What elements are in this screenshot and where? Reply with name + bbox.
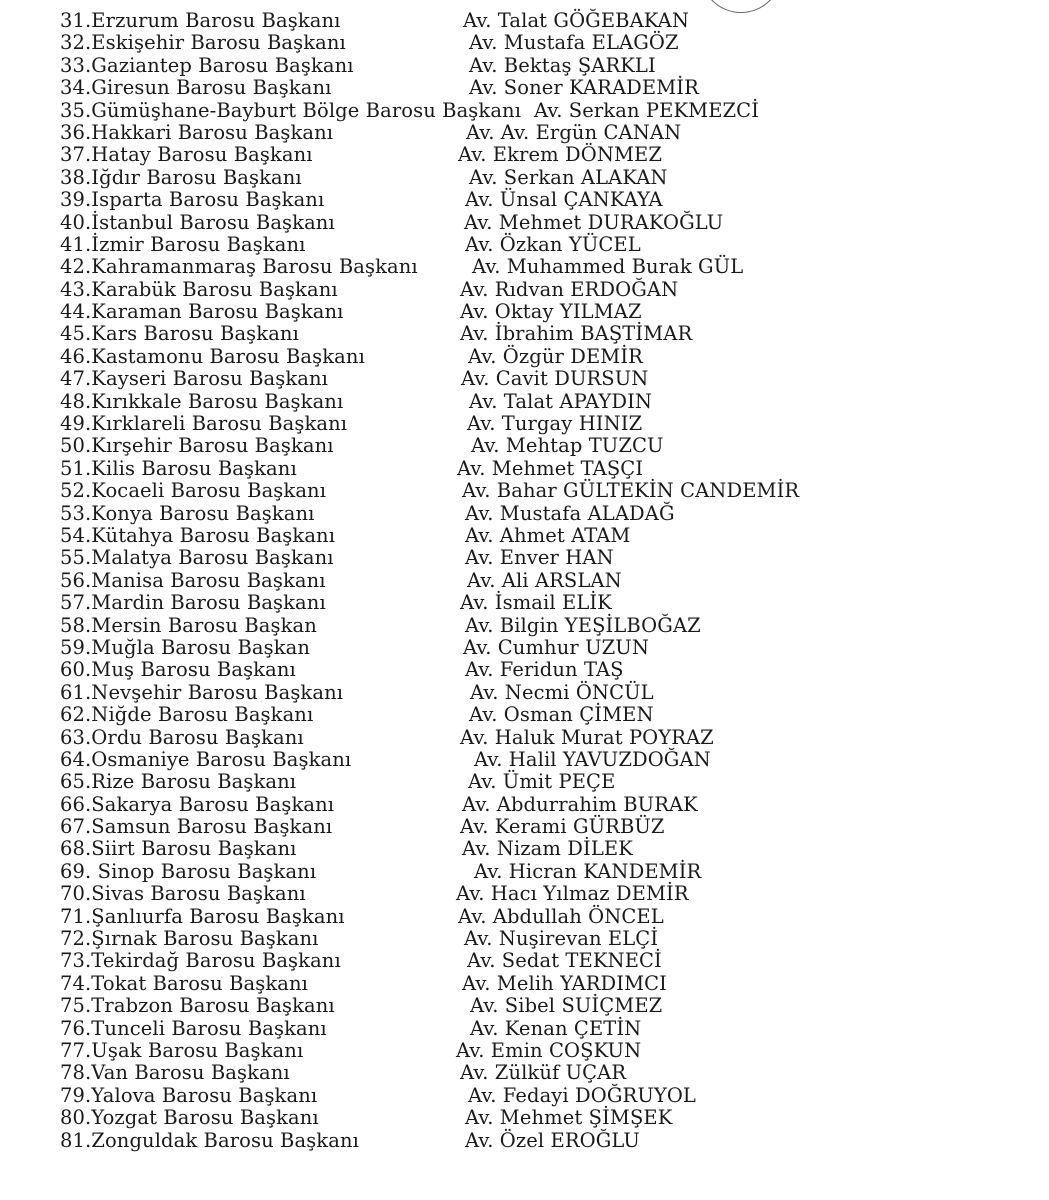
list-item <box>60 144 1000 166</box>
list-item <box>60 771 1000 793</box>
list-item <box>60 1107 1000 1129</box>
president-name: Av. Melih YARDIMCI <box>462 971 667 995</box>
president-name: Av. Sedat TEKNECİ <box>467 949 662 973</box>
president-name: Av. Nizam DİLEK <box>462 837 633 861</box>
president-name: Av. Özel EROĞLU <box>465 1128 640 1152</box>
list-item <box>60 838 1000 860</box>
list-item <box>60 1130 1000 1152</box>
bar-office-label: 38.Iğdır Barosu Başkanı <box>60 165 302 189</box>
president-name: Av. Serkan ALAKAN <box>469 165 668 189</box>
president-name: Av. Sibel SUİÇMEZ <box>470 994 663 1018</box>
bar-office-label: 57.Mardin Barosu Başkanı <box>60 591 326 615</box>
president-name: Av. Talat APAYDIN <box>469 389 653 413</box>
bar-office-label: 79.Yalova Barosu Başkanı <box>60 1083 318 1107</box>
list-item <box>60 816 1000 838</box>
president-name: Av. Fedayi DOĞRUYOL <box>468 1083 696 1107</box>
bar-office-label: 74.Tokat Barosu Başkanı <box>60 971 309 995</box>
bar-office-label: 78.Van Barosu Başkanı <box>60 1061 290 1085</box>
president-name: Av. İbrahim BAŞTİMAR <box>460 322 693 346</box>
president-name: Av. Bektaş ŞARKLI <box>469 53 656 77</box>
list-item <box>60 637 1000 659</box>
bar-office-label: 66.Sakarya Barosu Başkanı <box>60 792 335 816</box>
president-name: Av. Hacı Yılmaz DEMİR <box>456 882 689 906</box>
president-name: Av. Bilgin YEŞİLBOĞAZ <box>465 613 701 637</box>
list-item <box>60 928 1000 950</box>
list-item <box>60 503 1000 525</box>
list-item <box>60 883 1000 905</box>
bar-office-label: 56.Manisa Barosu Başkanı <box>60 568 326 592</box>
bar-office-label: 42.Kahramanmaraş Barosu Başkanı <box>60 255 418 279</box>
bar-office-label: 39.Isparta Barosu Başkanı <box>60 188 325 212</box>
president-name: Av. Zülküf UÇAR <box>460 1061 627 1085</box>
bar-office-label: 62.Niğde Barosu Başkanı <box>60 703 314 727</box>
list-item <box>60 234 1000 256</box>
president-name: Av. Serkan PEKMEZCİ <box>534 98 760 122</box>
president-name: Av. Haluk Murat POYRAZ <box>460 725 714 749</box>
list-item <box>60 861 1000 883</box>
list-item <box>60 682 1000 704</box>
list-item <box>60 256 1000 278</box>
president-name: Av. Ali ARSLAN <box>467 568 622 592</box>
list-item <box>60 100 1000 122</box>
list-item <box>60 212 1000 234</box>
president-name: Av. Osman ÇİMEN <box>469 703 654 727</box>
bar-office-label: 68.Siirt Barosu Başkanı <box>60 837 297 861</box>
president-name: Av. Halil YAVUZDOĞAN <box>474 747 711 771</box>
president-name: Av. Mehmet ŞİMŞEK <box>465 1106 673 1130</box>
list-item <box>60 973 1000 995</box>
president-name: Av. Mehmet TAŞÇI <box>457 456 644 480</box>
bar-office-label: 40.İstanbul Barosu Başkanı <box>60 210 335 234</box>
list-item <box>60 189 1000 211</box>
list-item <box>60 570 1000 592</box>
bar-office-label: 76.Tunceli Barosu Başkanı <box>60 1016 327 1040</box>
bar-office-label: 37.Hatay Barosu Başkanı <box>60 143 313 167</box>
president-name: Av. Turgay HINIZ <box>467 412 643 436</box>
list-item <box>60 727 1000 749</box>
president-name: Av. Av. Ergün CANAN <box>466 120 682 144</box>
president-name: Av. Ünsal ÇANKAYA <box>465 188 663 212</box>
list-item <box>60 77 1000 99</box>
bar-office-label: 36.Hakkari Barosu Başkanı <box>60 120 334 144</box>
president-name: Av. Necmi ÖNCÜL <box>470 680 654 704</box>
president-name: Av. Oktay YILMAZ <box>460 300 642 324</box>
president-name: Av. Abdullah ÖNCEL <box>458 904 664 928</box>
list-item <box>60 32 1000 54</box>
list-item <box>60 1062 1000 1084</box>
bar-office-label: 44.Karaman Barosu Başkanı <box>60 300 344 324</box>
list-item <box>60 55 1000 77</box>
list-item <box>60 323 1000 345</box>
bar-office-label: 81.Zonguldak Barosu Başkanı <box>60 1128 359 1152</box>
bar-office-label: 75.Trabzon Barosu Başkanı <box>60 994 335 1018</box>
bar-office-label: 80.Yozgat Barosu Başkanı <box>60 1106 319 1130</box>
president-name: Av. Ekrem DÖNMEZ <box>458 143 663 167</box>
bar-office-label: 70.Sivas Barosu Başkanı <box>60 882 306 906</box>
president-name: Av. Talat GÖĞEBAKAN <box>463 9 690 32</box>
president-name: Av. Cumhur UZUN <box>463 635 649 659</box>
bar-office-label: 41.İzmir Barosu Başkanı <box>60 232 306 256</box>
president-name: Av. Ümit PEÇE <box>468 770 616 794</box>
list-item <box>60 301 1000 323</box>
list-item <box>60 995 1000 1017</box>
list-item <box>60 1018 1000 1040</box>
list-item <box>60 368 1000 390</box>
list-item <box>60 1040 1000 1062</box>
president-name: Av. Bahar GÜLTEKİN CANDEMİR <box>462 479 800 503</box>
bar-office-label: 63.Ordu Barosu Başkanı <box>60 725 304 749</box>
president-name: Av. Özkan YÜCEL <box>465 232 641 256</box>
bar-office-label: 72.Şırnak Barosu Başkanı <box>60 927 319 951</box>
president-name: Av. Mehtap TUZCU <box>471 434 664 458</box>
bar-office-label: 32.Eskişehir Barosu Başkanı <box>60 31 346 55</box>
bar-office-label: 64.Osmaniye Barosu Başkanı <box>60 747 352 771</box>
bar-office-label: 34.Giresun Barosu Başkanı <box>60 76 332 100</box>
president-name: Av. Emin COŞKUN <box>456 1038 642 1062</box>
bar-office-label: 35.Gümüşhane-Bayburt Bölge Barosu Başkanı <box>60 98 522 122</box>
president-name: Av. Abdurrahim BURAK <box>462 792 698 816</box>
bar-office-label: 51.Kilis Barosu Başkanı <box>60 456 297 480</box>
list-item <box>60 547 1000 569</box>
list-item <box>60 906 1000 928</box>
bar-office-label: 49.Kırklareli Barosu Başkanı <box>60 412 348 436</box>
president-name: Av. Enver HAN <box>465 546 614 570</box>
president-name: Av. Nuşirevan ELÇİ <box>464 927 659 951</box>
president-name: Av. Mustafa ELAGÖZ <box>469 31 679 55</box>
bar-office-label: 77.Uşak Barosu Başkanı <box>60 1038 304 1062</box>
bar-office-label: 47.Kayseri Barosu Başkanı <box>60 367 329 391</box>
bar-office-label: 33.Gaziantep Barosu Başkanı <box>60 53 354 77</box>
bar-office-label: 53.Konya Barosu Başkanı <box>60 501 315 525</box>
bar-presidents-list <box>60 10 1000 1152</box>
list-item <box>60 525 1000 547</box>
list-item <box>60 279 1000 301</box>
list-item <box>60 615 1000 637</box>
president-name: Av. Soner KARADEMİR <box>469 76 699 100</box>
bar-office-label: 58.Mersin Barosu Başkan <box>60 613 317 637</box>
president-name: Av. Hicran KANDEMİR <box>474 859 702 883</box>
president-name: Av. Ahmet ATAM <box>465 523 631 547</box>
president-name: Av. İsmail ELİK <box>460 591 612 615</box>
list-item <box>60 749 1000 771</box>
list-item <box>60 391 1000 413</box>
bar-office-label: 48.Kırıkkale Barosu Başkanı <box>60 389 344 413</box>
president-name: Av. Feridun TAŞ <box>465 658 624 682</box>
bar-office-label: 43.Karabük Barosu Başkanı <box>60 277 338 301</box>
bar-office-label: 31.Erzurum Barosu Başkanı <box>60 9 341 32</box>
president-name: Av. Cavit DURSUN <box>461 367 649 391</box>
bar-office-label: 67.Samsun Barosu Başkanı <box>60 815 333 839</box>
bar-office-label: 54.Kütahya Barosu Başkanı <box>60 523 336 547</box>
list-item <box>60 480 1000 502</box>
bar-office-label: 71.Şanlıurfa Barosu Başkanı <box>60 904 345 928</box>
list-item <box>60 167 1000 189</box>
bar-office-label: 55.Malatya Barosu Başkanı <box>60 546 334 570</box>
bar-office-label: 60.Muş Barosu Başkanı <box>60 658 296 682</box>
bar-office-label: 59.Muğla Barosu Başkan <box>60 635 311 659</box>
president-name: Av. Özgür DEMİR <box>468 344 643 368</box>
bar-office-label: 61.Nevşehir Barosu Başkanı <box>60 680 344 704</box>
bar-office-label: 52.Kocaeli Barosu Başkanı <box>60 479 327 503</box>
list-item <box>60 1085 1000 1107</box>
list-item <box>60 592 1000 614</box>
president-name: Av. Mehmet DURAKOĞLU <box>464 210 724 234</box>
list-item <box>60 435 1000 457</box>
list-item <box>60 659 1000 681</box>
list-item <box>60 413 1000 435</box>
list-item <box>60 704 1000 726</box>
list-item <box>60 10 1000 32</box>
list-item <box>60 122 1000 144</box>
bar-office-label: 73.Tekirdağ Barosu Başkanı <box>60 949 341 973</box>
list-item <box>60 458 1000 480</box>
list-item <box>60 794 1000 816</box>
list-item <box>60 346 1000 368</box>
president-name: Av. Kenan ÇETİN <box>470 1016 642 1040</box>
president-name: Av. Muhammed Burak GÜL <box>472 255 744 279</box>
list-item <box>60 950 1000 972</box>
bar-office-label: 46.Kastamonu Barosu Başkanı <box>60 344 365 368</box>
president-name: Av. Mustafa ALADAĞ <box>465 501 675 525</box>
president-name: Av. Kerami GÜRBÜZ <box>460 815 665 839</box>
bar-office-label: 65.Rize Barosu Başkanı <box>60 770 297 794</box>
bar-office-label: 69. Sinop Barosu Başkanı <box>60 859 317 883</box>
bar-office-label: 45.Kars Barosu Başkanı <box>60 322 299 346</box>
bar-office-label: 50.Kırşehir Barosu Başkanı <box>60 434 334 458</box>
president-name: Av. Rıdvan ERDOĞAN <box>460 277 679 301</box>
